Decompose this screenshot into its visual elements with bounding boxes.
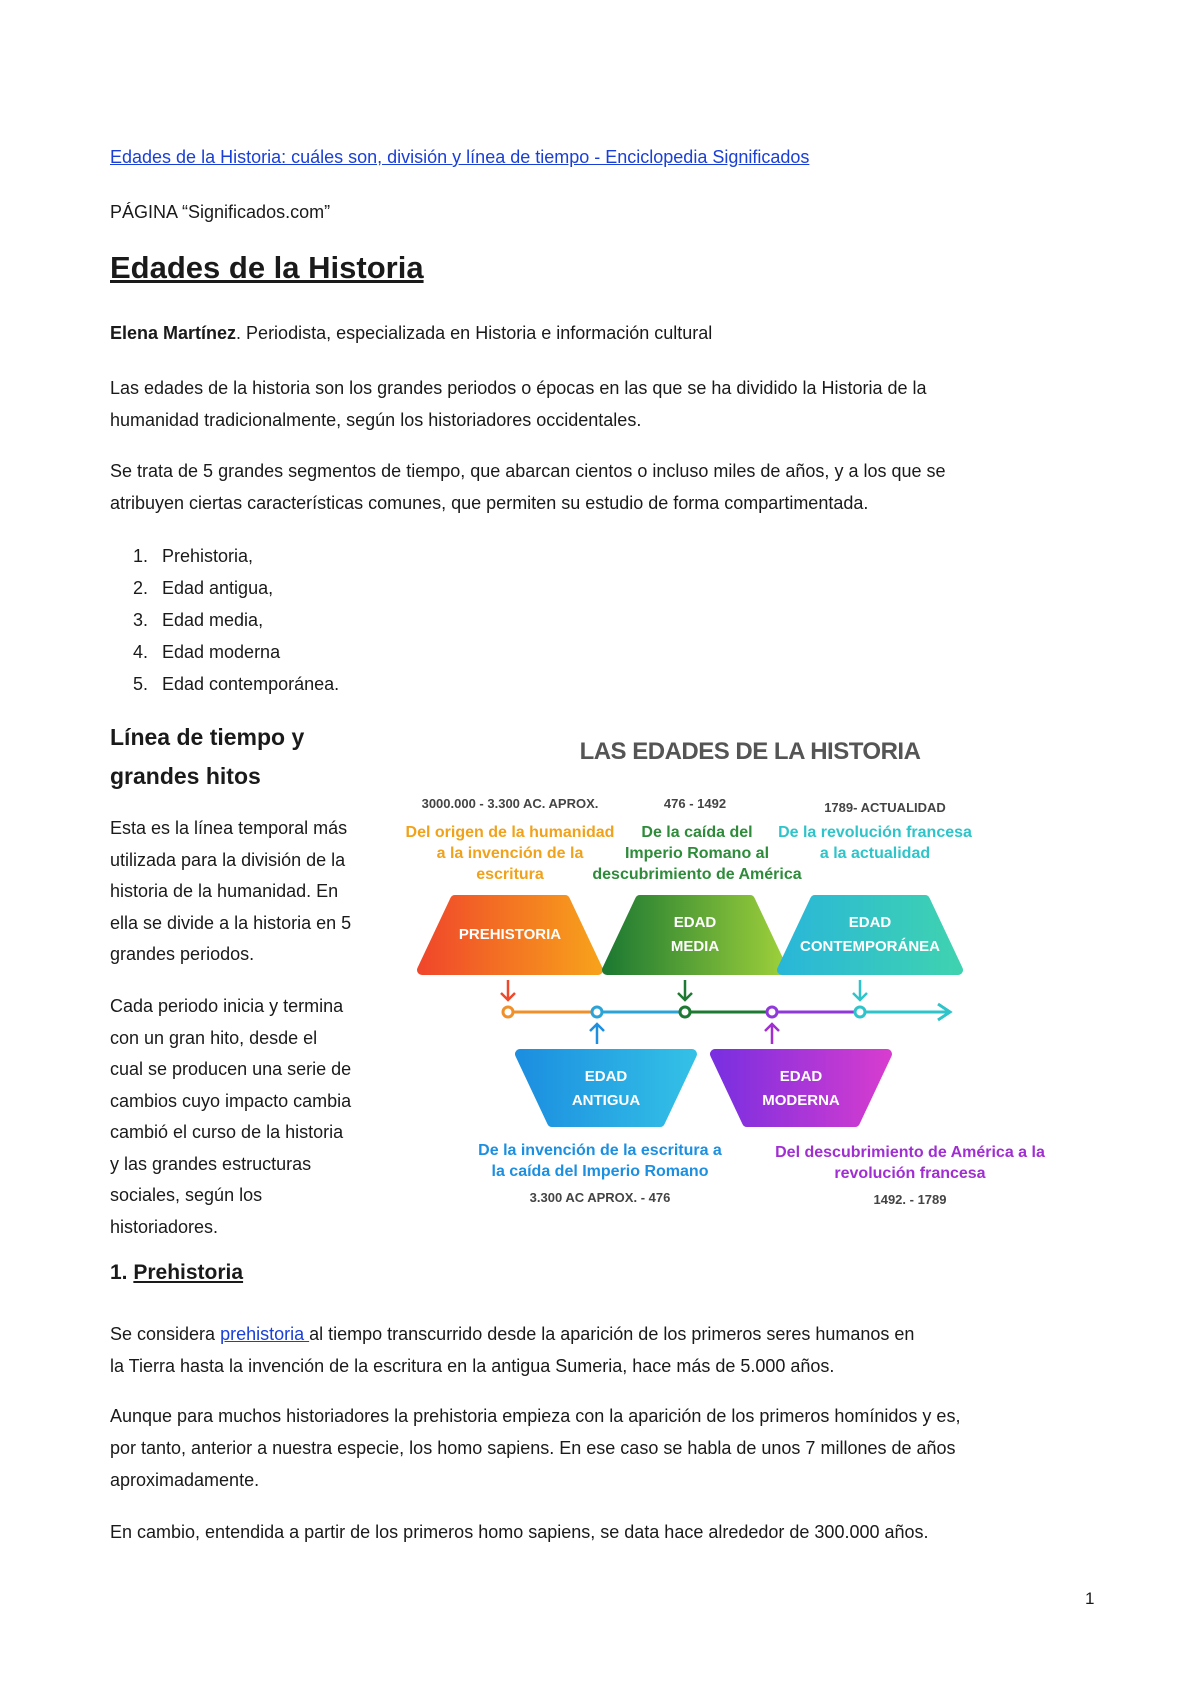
moderna-description [755, 1142, 1065, 1184]
list-item [110, 572, 339, 604]
text: la Tierra hasta la invención de la escritura en la antigua Sumeria, hace más de 5.000 años. [110, 1356, 835, 1376]
timeline-paragraph-1 [110, 813, 380, 971]
intro-p2-line1: Se trata de 5 grandes segmentos de tiempo, que abarcan cientos o incluso miles de años, y a los que se [110, 461, 946, 481]
heading-number: 1. [110, 1261, 134, 1284]
ages-list [110, 540, 339, 700]
line: cual se producen una serie de [110, 1059, 352, 1079]
timeline-dot [855, 1007, 865, 1017]
shape-label-line: EDAD [848, 914, 892, 931]
antigua-description [450, 1140, 750, 1182]
prehistoria-heading [110, 1261, 243, 1285]
shape-label-line: ANTIGUA [571, 1092, 641, 1109]
author-name: Elena Martínez [110, 323, 237, 343]
timeline-paragraph-2 [110, 991, 380, 1243]
desc-line: Del origen de la humanidad [405, 824, 615, 841]
text: aproximadamente. [110, 1470, 260, 1490]
shape-label-line: EDAD [779, 1068, 823, 1085]
desc-line: a la actualidad [819, 845, 931, 862]
list-item [110, 540, 339, 572]
prehistoria-paragraph-1 [110, 1318, 914, 1382]
intro-p1-line1: Las edades de la historia son los grandes periodos o épocas en las que se ha dividido la Historia de la [110, 378, 927, 398]
shape-label-line: MODERNA [762, 1092, 840, 1109]
intro-paragraph-2 [110, 455, 946, 519]
timeline-heading-line2: grandes hitos [110, 763, 261, 789]
line: utilizada para la división de la [110, 849, 346, 870]
byline [110, 323, 712, 344]
timeline-dot [680, 1007, 690, 1017]
line: cambió el curso de la historia [110, 1122, 344, 1142]
antigua-label [520, 1065, 692, 1113]
shape-label-line: MEDIA [670, 938, 720, 955]
line: cambios cuyo impacto cambia [110, 1090, 352, 1111]
shape-label-line: EDAD [673, 914, 717, 931]
source-label: PÁGINA “Significados.com” [110, 202, 331, 222]
shape-label-line: PREHISTORIA [458, 926, 562, 943]
contemporanea-description [755, 822, 995, 864]
intro-p1-line2: humanidad tradicionalmente, según los historiadores occidentales. [110, 410, 642, 430]
list-item [110, 636, 339, 668]
line: grandes periodos. [110, 944, 255, 964]
desc-line: revolución francesa [834, 1165, 986, 1182]
page-title: Edades de la Historia [110, 250, 424, 285]
heading-text: Prehistoria [133, 1261, 244, 1284]
line: sociales, según los [110, 1185, 263, 1205]
moderna-date: 1492. - 1789 [873, 1192, 947, 1207]
list-text: Prehistoria, [162, 546, 254, 566]
list-text: Edad contemporánea. [162, 674, 340, 694]
list-number: 2. [132, 578, 148, 598]
list-text: Edad antigua, [162, 578, 274, 598]
list-number: 1. [132, 546, 148, 566]
line: Cada periodo inicia y termina [110, 996, 344, 1016]
text: Aunque para muchos historiadores la prehistoria empieza con la aparición de los primeros homínidos y es, [110, 1406, 961, 1426]
moderna-label [715, 1065, 887, 1113]
list-item [110, 668, 339, 700]
timeline-heading-line1: Línea de tiempo y [110, 724, 305, 750]
arrow-down-icon [501, 980, 515, 1000]
desc-line: la caída del Imperio Romano [491, 1163, 709, 1180]
desc-line: descubrimiento de América [592, 866, 802, 883]
timeline-dot [592, 1007, 602, 1017]
prehistoria-link[interactable]: prehistoria [220, 1324, 310, 1344]
text: por tanto, anterior a nuestra especie, los homo sapiens. En ese caso se habla de unos 7 millones de años [110, 1438, 956, 1458]
prehistoria-label [422, 923, 598, 947]
prehistoria-paragraph-2 [110, 1400, 960, 1496]
timeline-dot [503, 1007, 513, 1017]
list-number: 4. [132, 642, 148, 662]
desc-line: escritura [476, 866, 544, 883]
page-number: 1 [1085, 1589, 1095, 1608]
arrow-down-icon [853, 980, 867, 1000]
list-number: 3. [132, 610, 148, 630]
prehistoria-paragraph-3 [110, 1516, 929, 1548]
list-number: 5. [132, 674, 148, 694]
text: Se considera [110, 1324, 221, 1344]
media-label [607, 911, 783, 959]
line: historia de la humanidad. En [110, 881, 339, 901]
source-link[interactable]: Edades de la Historia: cuáles son, división y línea de tiempo - Enciclopedia Significados [110, 147, 810, 167]
line: Esta es la línea temporal más [110, 818, 348, 838]
list-text: Edad moderna [162, 642, 281, 662]
contemporanea-label [782, 911, 958, 959]
desc-line: De la invención de la escritura a [478, 1142, 722, 1159]
timeline-heading [110, 718, 370, 796]
desc-line: Del descubrimiento de América a la [775, 1144, 1045, 1161]
shape-label-line: EDAD [584, 1068, 628, 1085]
prehistoria-date: 3000.000 - 3.300 AC. APROX. [421, 796, 599, 811]
line: historiadores. [110, 1216, 219, 1237]
contemporanea-date: 1789- ACTUALIDAD [824, 800, 946, 815]
text: al tiempo transcurrido desde la aparición de los primeros seres humanos en [309, 1324, 915, 1344]
arrow-down-icon [678, 980, 692, 1000]
desc-line: Imperio Romano al [624, 845, 770, 862]
intro-p2-line2: atribuyen ciertas características comunes, que permiten su estudio de forma compartimentada. [110, 493, 869, 513]
list-text: Edad media, [162, 610, 264, 630]
text: En cambio, entendida a partir de los primeros homo sapiens, se data hace alrededor de 300.000 años. [110, 1522, 929, 1542]
shape-label-line: CONTEMPORÁNEA [799, 938, 940, 955]
media-date: 476 - 1492 [663, 796, 727, 811]
intro-paragraph-1 [110, 372, 927, 436]
timeline-dot [767, 1007, 777, 1017]
desc-line: a la invención de la [436, 845, 584, 862]
antigua-date: 3.300 AC APROX. - 476 [529, 1190, 671, 1205]
line: ella se divide a la historia en 5 [110, 912, 352, 933]
list-item [110, 604, 339, 636]
desc-line: De la caída del [641, 824, 753, 841]
infographic-title: LAS EDADES DE LA HISTORIA [579, 738, 921, 765]
arrow-up-icon [590, 1024, 604, 1044]
ages-infographic [405, 712, 1090, 1230]
arrow-up-icon [765, 1024, 779, 1044]
desc-line: De la revolución francesa [778, 824, 972, 841]
author-description: . Periodista, especializada en Historia e información cultural [236, 323, 713, 343]
line: con un gran hito, desde el [110, 1027, 318, 1048]
line: y las grandes estructuras [110, 1153, 312, 1174]
